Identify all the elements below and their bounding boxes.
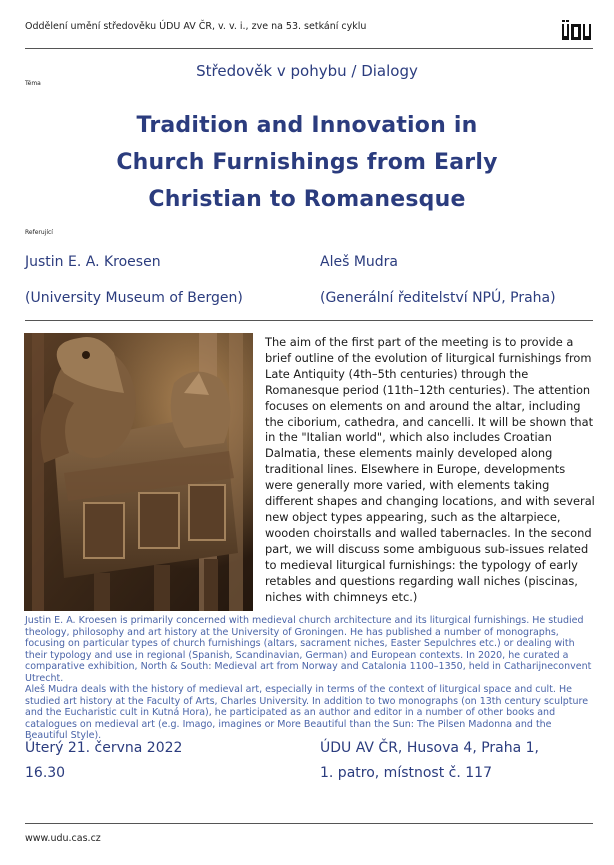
speaker-name: Aleš Mudra <box>320 254 398 270</box>
footer-rule <box>25 823 593 824</box>
udu-logo <box>562 20 592 42</box>
speakers-label: Referující <box>25 229 53 236</box>
header-rule <box>25 48 593 49</box>
title-line: Christian to Romanesque <box>148 187 466 212</box>
series-title: Středověk v pohybu / Dialogy <box>196 62 418 80</box>
bio-kroesen: Justin E. A. Kroesen is primarily concerned with medieval church architecture and its liturgical furnishings. He studied theology, philosophy and art history at the University of Groningen. He has published a number of monographs, focusing on particular types of church furnishings (altars, sacrament niches, Easter Sepulchres etc.) or dealing with their typology and use in regional (Spanish, Scandinavian, German) and European contexts. In 2020, he curated a comparative exhibition, North & South: Medieval art from Norway and Catalonia 1100–1350, held in Catharijneconvent Utrecht. <box>25 615 592 684</box>
pulpit-photo <box>24 333 253 611</box>
bio-mudra: Aleš Mudra deals with the history of medieval art, especially in terms of the context of liturgical space and cult. He studied art history at the Faculty of Arts, Charles University. In addition to two monographs (on 13th century sculpture and the Eucharistic cult in Kutná Hora), he participated as an author and editor in a number of other books and catalogues on medieval art (e.g. Imago, imagines or More Beautiful than the Sun: The Pilsen Madonna and the Beautiful Style). <box>25 684 589 742</box>
event-venue <box>320 736 539 786</box>
speakers-rule <box>25 320 593 321</box>
title-line: Church Furnishings from Early <box>116 150 498 175</box>
speaker-name: Justin E. A. Kroesen <box>25 254 161 270</box>
venue-line: ÚDU AV ČR, Husova 4, Praha 1, <box>320 740 540 756</box>
organizer-line: Oddělení umění středověku ÚDU AV ČR, v. v. i., zve na 53. setkání cyklu <box>25 21 367 32</box>
title-line: Tradition and Innovation in <box>136 113 478 138</box>
event-datetime <box>25 736 182 786</box>
website-link[interactable]: www.udu.cas.cz <box>25 833 101 844</box>
event-date: Úterý 21. června 2022 <box>25 740 183 756</box>
event-time: 16.30 <box>25 765 66 781</box>
speaker-affiliation: (University Museum of Bergen) <box>25 290 243 306</box>
lecture-title <box>0 107 614 218</box>
venue-line: 1. patro, místnost č. 117 <box>320 765 492 781</box>
abstract-text: The aim of the first part of the meeting is to provide a brief outline of the evolution of liturgical furnishings from Late Antiquity (4th–5th centuries) through the Romanesque period (11th–12th centuries). The attention focuses on elements on and around the altar, including the ciborium, cathedra, and cancelli. It will be shown that in the "Italian world", which also includes Croatian Dalmatia, these elements mainly developed along traditional lines. Elsewhere in Europe, developments were generally more varied, with elements taking different shapes and changing locations, and with several new object types appearing, such as the altarpiece, wooden choirstalls and walled tabernacles. In the second part, we will discuss some ambiguous sub-issues related to medieval liturgical furnishings: the typology of early retables and questions regarding wall niches (piscinas, niches with chimneys etc.) <box>265 335 595 604</box>
topic-label: Téma <box>25 80 41 87</box>
speaker-affiliation: (Generální ředitelství NPÚ, Praha) <box>320 290 556 306</box>
